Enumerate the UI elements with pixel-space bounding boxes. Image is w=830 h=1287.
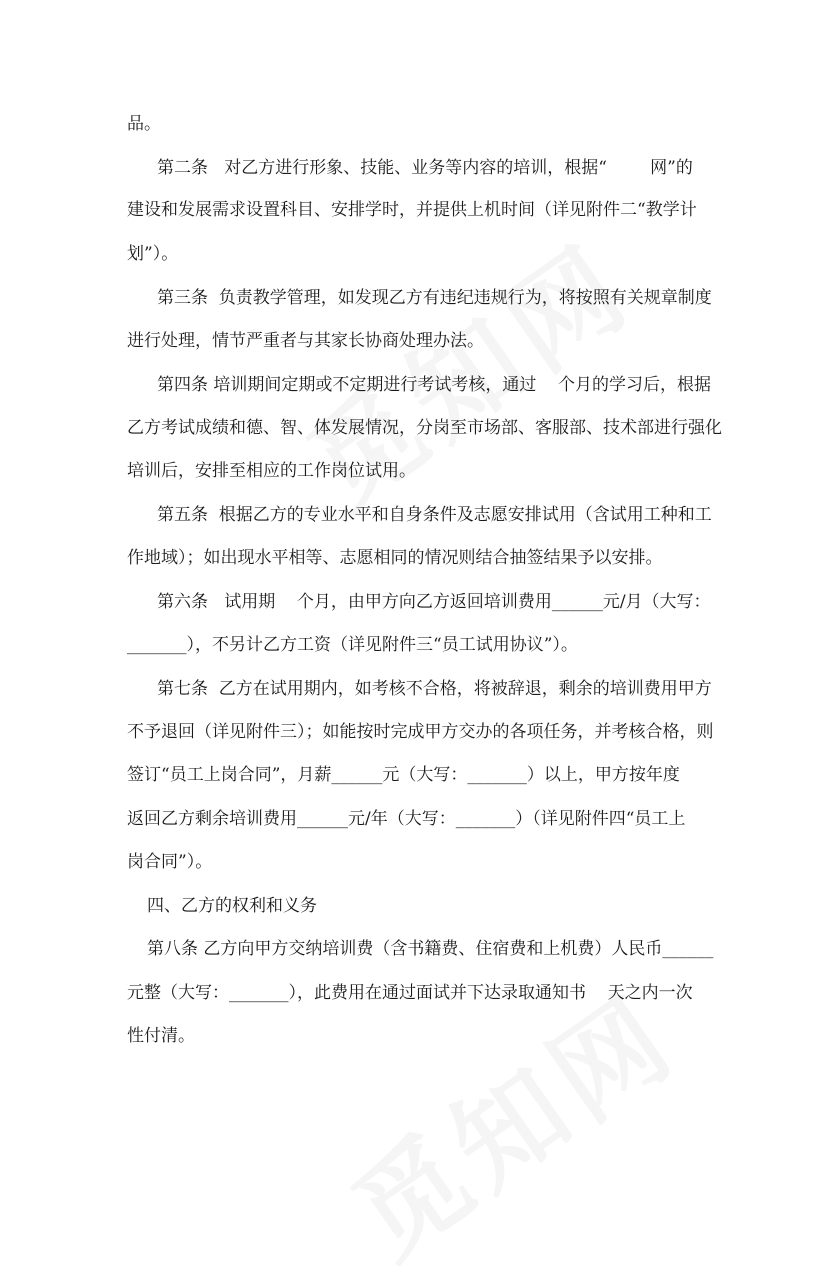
clause-7-line-2: 不予退回（详见附件三）；如能按时完成甲方交办的各项任务，并考核合格，则 bbox=[127, 722, 714, 742]
clause-8-line-1: 第八条 乙方向甲方交纳培训费（含书籍费、住宿费和上机费）人民币______ bbox=[147, 939, 714, 959]
clause-8-line-3: 性付清。 bbox=[127, 1026, 195, 1046]
clause-5-line-1: 第五条 根据乙方的专业水平和自身条件及志愿安排试用（含试用工种和工 bbox=[157, 505, 712, 525]
clause-2-line-2: 建设和发展需求设置科目、安排学时，并提供上机时间（详见附件二“教学计 bbox=[127, 200, 697, 220]
clause-7-line-4: 返回乙方剩余培训费用______元/年（大写：_______）（详见附件四“员工上 bbox=[127, 809, 686, 829]
clause-3-line-2: 进行处理，情节严重者与其家长协商处理办法。 bbox=[127, 331, 484, 351]
text-line: 品。 bbox=[127, 114, 161, 134]
clause-8-line-2: 元整（大写：_______），此费用在通过面试并下达录取通知书 天之内一次 bbox=[127, 983, 693, 1003]
clause-2-line-1: 第二条 对乙方进行形象、技能、业务等内容的培训，根据“ 网”的 bbox=[157, 158, 693, 178]
clause-4-line-2: 乙方考试成绩和德、智、体发展情况，分岗至市场部、客服部、技术部进行强化 bbox=[127, 418, 722, 438]
clause-6-line-2: _______），不另计乙方工资（详见附件三“员工试用协议”）。 bbox=[127, 635, 578, 655]
clause-3-line-1: 第三条 负责教学管理，如发现乙方有违纪违规行为，将按照有关规章制度 bbox=[157, 288, 712, 308]
clause-4-line-1: 第四条 培训期间定期或不定期进行考试考核，通过 个月的学习后，根据 bbox=[157, 375, 712, 395]
section-heading: 四、乙方的权利和义务 bbox=[147, 896, 317, 916]
clause-7-line-1: 第七条 乙方在试用期内，如考核不合格，将被辞退，剩余的培训费用甲方 bbox=[157, 679, 712, 699]
watermark bbox=[272, 201, 658, 537]
clause-6-line-1: 第六条 试用期 个月，由甲方向乙方返回培训费用______元/月（大写： bbox=[157, 592, 711, 612]
clause-2-line-3: 划”）。 bbox=[127, 244, 179, 264]
clause-7-line-3: 签订“员工上岗合同”，月薪______元（大写：_______）以上，甲方按年度 bbox=[127, 765, 680, 785]
clause-4-line-3: 培训后，安排至相应的工作岗位试用。 bbox=[127, 461, 416, 481]
clause-5-line-2: 作地域）；如出现水平相等、志愿相同的情况则结合抽签结果予以安排。 bbox=[127, 548, 663, 568]
clause-7-line-5: 岗合同”）。 bbox=[127, 852, 213, 872]
